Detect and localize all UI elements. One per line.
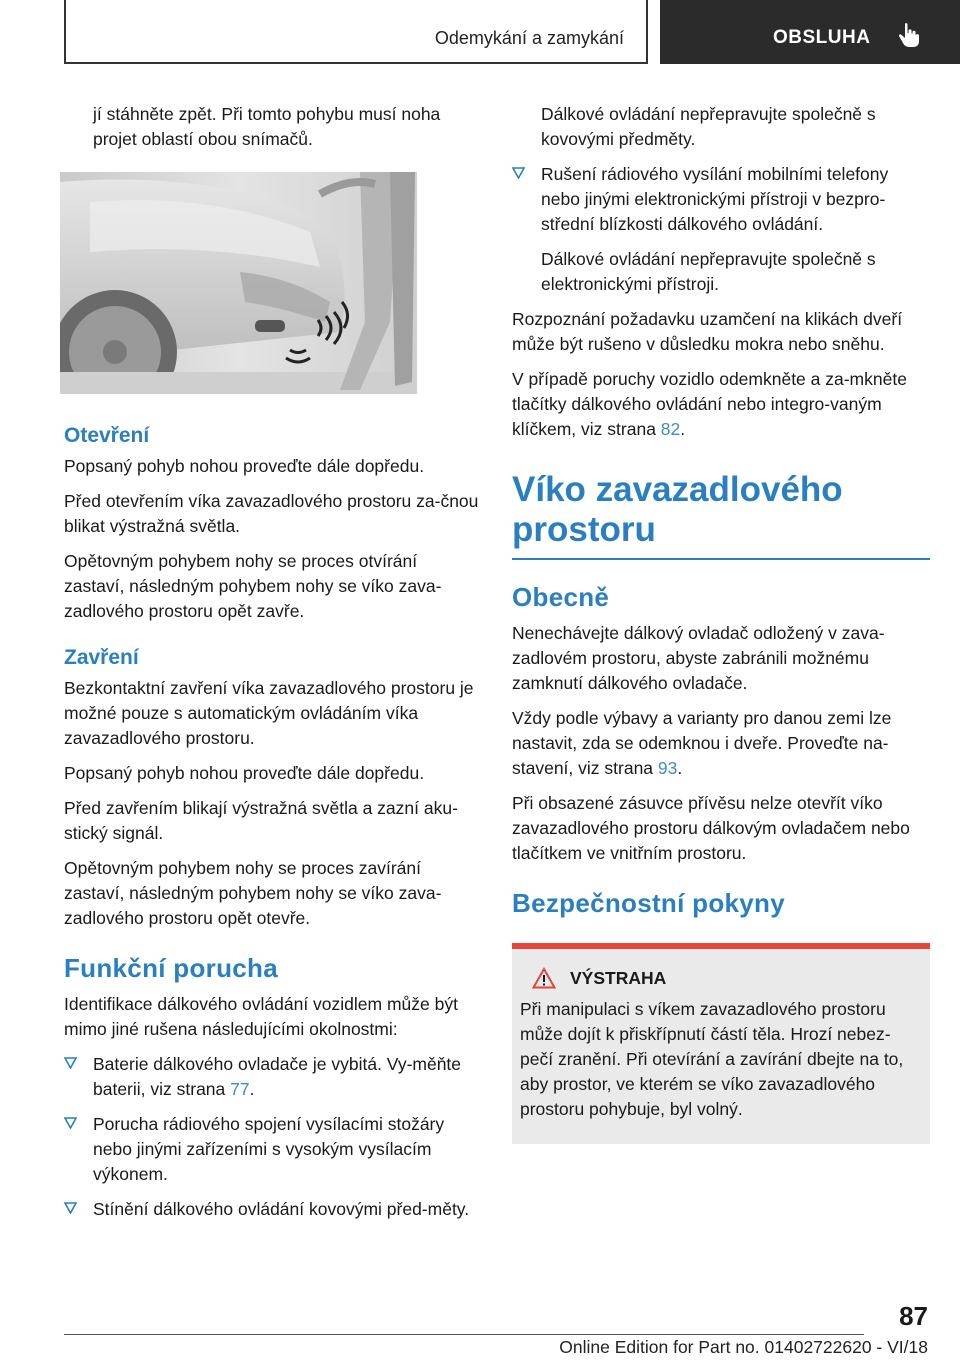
left-column [64, 102, 482, 1232]
opening-paragraph-2: Před otevřením víka zavazadlového prostoru za-čnou blikat výstražná světla. [64, 491, 479, 536]
warning-text: Při manipulaci s víkem zavazadlového prostoru může dojít k přiskřípnutí částí těla. Hrozí nebez-pečí zranění. Při otevírání a zavírání dbejte na to, aby prostor, ve kterém se víko zavazadlového prostoru pohybuje, byl volný. [520, 999, 904, 1119]
bullet-triangle-icon [512, 167, 525, 179]
general-paragraph-2-end: . [677, 758, 683, 778]
header-section-title: Odemykání a zamykání [434, 28, 624, 48]
page-link-93[interactable]: 93 [657, 758, 678, 778]
warning-box [512, 943, 930, 1144]
page-number: 87 [899, 1301, 928, 1331]
page-link-77[interactable]: 77 [230, 1079, 250, 1099]
opening-paragraph-3: Opětovným pohybem nohy se proces otvírání zastaví, následným pohybem nohy se víko zava-zadlového prostoru opět zavře. [64, 551, 442, 621]
right-paragraph-1: Dálkové ovládání nepřepravujte společně s kovovými předměty. [541, 104, 876, 149]
list-item [512, 162, 930, 237]
malfunction-paragraph: Identifikace dálkového ovládání vozidlem může být mimo jiné rušena následujícími okolnostmi: [64, 994, 458, 1039]
closing-paragraph-1: Bezkontaktní zavření víka zavazadlového prostoru je možné pouze s automatickým ovládáním víka zavazadlového prostoru. [64, 678, 474, 748]
list-item-text: Porucha rádiového spojení vysílacími stožáry nebo jinými zařízeními s vysokým vysílacím výkonem. [93, 1114, 445, 1184]
general-paragraph-2-text: Vždy podle výbavy a varianty pro danou zemi lze nastavit, zda se odemknou i dveře. Proveďte na-stavení, viz strana [512, 708, 892, 778]
list-item-end: . [249, 1079, 255, 1099]
illustration-kick-sensor [60, 172, 417, 394]
page-link-82[interactable]: 82 [660, 419, 681, 439]
intro-paragraph: jí stáhněte zpět. Při tomto pohybu musí noha projet oblastí obou snímačů. [93, 104, 441, 149]
heading-closing: Zavření [64, 646, 139, 669]
closing-paragraph-3: Před zavřením blikají výstražná světla a zazní aku-stický signál. [64, 798, 458, 843]
list-item [64, 1052, 482, 1102]
header-chapter-tab [660, 0, 960, 64]
heading-opening: Otevření [64, 424, 150, 447]
bullet-triangle-icon [64, 1117, 77, 1129]
footer-edition: Online Edition for Part no. 01402722620 - VI/18 [559, 1337, 928, 1357]
list-item [64, 1197, 482, 1222]
general-paragraph-2 [512, 706, 930, 781]
warning-title: VÝSTRAHA [570, 967, 667, 988]
right-paragraph-4-end: . [680, 419, 686, 439]
header-chapter-label: OBSLUHA [773, 27, 871, 48]
list-item-text: Baterie dálkového ovladače je vybitá. Vy-měňte baterii, viz strana [93, 1054, 462, 1099]
bullet-triangle-icon [64, 1202, 77, 1214]
hand-pointer-icon [898, 22, 920, 48]
heading-general: Obecně [512, 582, 610, 612]
right-paragraph-4 [512, 367, 930, 442]
list-item-text: Stínění dálkového ovládání kovovými před-měty. [93, 1199, 470, 1219]
right-column [512, 102, 930, 1144]
closing-paragraph-2: Popsaný pohyb nohou proveďte dále dopředu. [64, 763, 425, 783]
right-paragraph-4-text: V případě poruchy vozidlo odemkněte a za-mkněte tlačítky dálkového ovládání nebo integro-vaným klíčkem, viz strana [512, 369, 907, 439]
chapter-title: Víko zavazadlového prostoru [512, 470, 930, 560]
heading-malfunction: Funkční porucha [64, 953, 278, 983]
right-paragraph-3: Rozpoznání požadavku uzamčení na klikách dveří může být rušeno v důsledku mokra nebo sněhu. [512, 309, 903, 354]
warning-triangle-icon [532, 967, 556, 989]
heading-safety: Bezpečnostní pokyny [512, 888, 785, 918]
list-item-text: Rušení rádiového vysílání mobilními telefony nebo jinými elektronickými přístroji v bezpro-střední blízkosti dálkového ovládání. [541, 164, 889, 234]
header-frame [64, 0, 648, 64]
general-paragraph-1: Nenechávejte dálkový ovladač odložený v zava-zadlovém prostoru, abyste zabránili možnému zamknutí dálkového ovladače. [512, 623, 885, 693]
list-item [64, 1112, 482, 1187]
opening-paragraph-1: Popsaný pohyb nohou proveďte dále dopředu. [64, 456, 425, 476]
footer-rule [64, 1334, 864, 1335]
bullet-triangle-icon [64, 1057, 77, 1069]
right-paragraph-2: Dálkové ovládání nepřepravujte společně s elektronickými přístroji. [541, 249, 876, 294]
general-paragraph-3: Při obsazené zásuvce přívěsu nelze otevřít víko zavazadlového prostoru dálkovým ovladačem nebo tlačítkem ve vnitřním prostoru. [512, 793, 910, 863]
closing-paragraph-4: Opětovným pohybem nohy se proces zavírání zastaví, následným pohybem nohy se víko zava-zadlového prostoru opět otevře. [64, 858, 442, 928]
warning-header [532, 967, 920, 989]
